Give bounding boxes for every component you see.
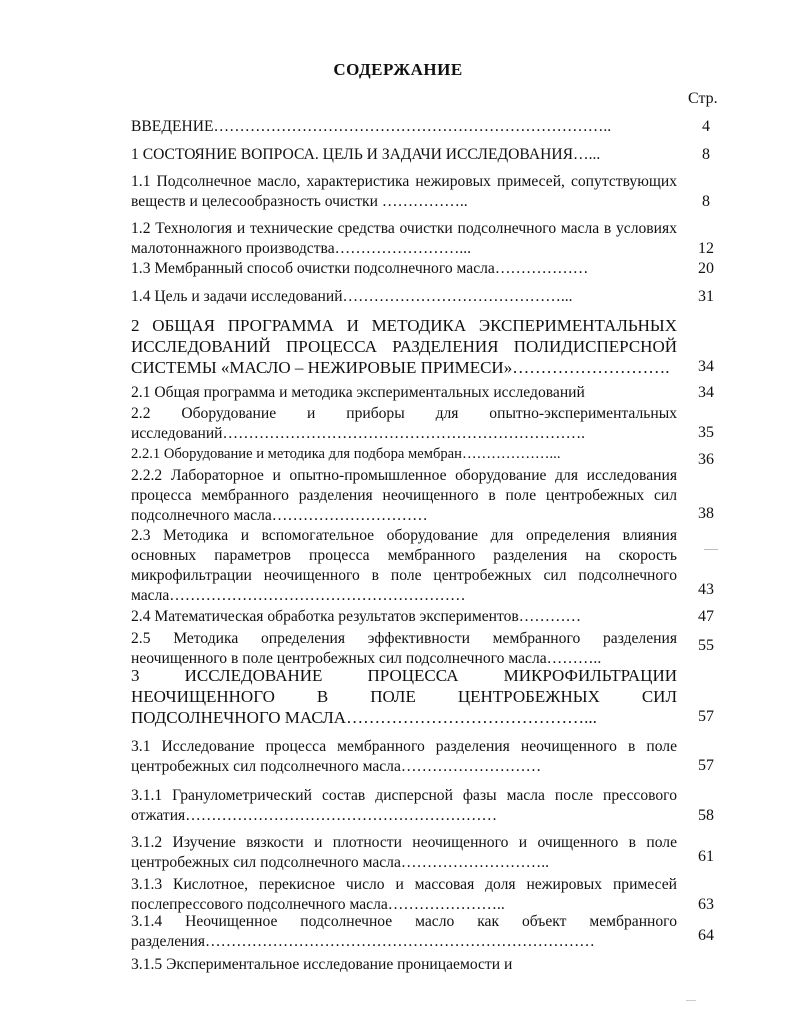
toc-page-ch3: 57 [698,708,714,725]
toc-entry-intro: ВВЕДЕНИЕ………………………………………………………………….. [131,118,612,135]
toc-entry-1-4: 1.4 Цель и задачи исследований……………………………………... [131,288,573,305]
toc-entry-1-1: 1.1 Подсолнечное масло, характеристика нежировых примесей, сопутствующих веществ и целесообразность очистки …………….. [131,173,677,210]
toc-entry-2-1: 2.1 Общая программа и методика экспериментальных исследований [131,384,585,401]
toc-entry-2-2-1: 2.2.1 Оборудование и методика для подбора мембран………………... [131,446,561,462]
toc-page-2-1: 34 [698,384,714,401]
toc-entry-2-4: 2.4 Математическая обработка результатов экспериментов………… [131,608,582,625]
toc-page-2-3: 43 [698,581,714,598]
toc-entry-1-3: 1.3 Мембранный способ очистки подсолнечного масла……………… [131,260,589,277]
toc-entry-2-3: 2.3 Методика и вспомогательное оборудование для определения влияния основных параметров процесса мембранного разделения на скорость микрофильтрации неочищенного в поле центробежных сил подсолнечного масла………………………………………………… [131,527,677,604]
toc-entry-3-1-5: 3.1.5 Экспериментальное исследование проницаемости и [131,956,513,973]
toc-page-ch1: 8 [702,146,710,163]
toc-entry-3-1-3: 3.1.3 Кислотное, перекисное число и массовая доля нежировых примесей послепрессового подсолнечного масла………………….. [131,876,677,913]
toc-page-3-1-4: 64 [698,927,714,944]
toc-entry-ch2: 2 ОБЩАЯ ПРОГРАММА И МЕТОДИКА ЭКСПЕРИМЕНТАЛЬНЫХ ИССЛЕДОВАНИЙ ПРОЦЕССА РАЗДЕЛЕНИЯ ПОЛИДИСПЕРСНОЙ СИСТЕМЫ «МАСЛО – НЕЖИРОВЫЕ ПРИМЕСИ»………………………. [131,316,677,377]
toc-page-1-4: 31 [698,288,714,305]
toc-entry-1-2: 1.2 Технология и технические средства очистки подсолнечного масла в условиях малотоннажного производства……………………... [131,220,677,257]
toc-page-3-1-3: 63 [698,896,714,913]
page-column-header: Стр. [688,90,718,107]
toc-page-1-2: 12 [698,240,714,257]
toc-page-2-4: 47 [698,608,714,625]
toc-page-intro: 4 [702,118,710,135]
toc-entry-2-5: 2.5 Методика определения эффективности мембранного разделения неочищенного в поле центробежных сил подсолнечного масла……….. [131,630,677,667]
toc-page-1-3: 20 [698,260,714,277]
toc-page-3-1-1: 58 [698,807,714,824]
toc-entry-3-1-4: 3.1.4 Неочищенное подсолнечное масло как объект мембранного разделения………………………………………………………………… [131,913,677,950]
toc-entry-2-2-2: 2.2.2 Лабораторное и опытно-промышленное оборудование для исследования процесса мембранного разделения неочищенного в поле центробежных сил подсолнечного масла………………………… [131,467,677,524]
toc-page-2-5: 55 [698,637,714,654]
toc-page-3-1-2: 61 [698,848,714,865]
toc-entry-ch1: 1 СОСТОЯНИЕ ВОПРОСА. ЦЕЛЬ И ЗАДАЧИ ИССЛЕДОВАНИЯ…... [131,146,601,163]
toc-page-1-1: 8 [702,193,710,210]
toc-page-2-2: 35 [698,424,714,441]
toc-entry-3-1: 3.1 Исследование процесса мембранного разделения неочищенного в поле центробежных сил подсолнечного масла……………………… [131,738,677,775]
toc-page-3-1: 57 [698,757,714,774]
toc-entry-ch3: 3 ИССЛЕДОВАНИЕ ПРОЦЕССА МИКРОФИЛЬТРАЦИИ НЕОЧИЩЕННОГО В ПОЛЕ ЦЕНТРОБЕЖНЫХ СИЛ ПОДСОЛНЕЧНОГО МАСЛА……………………………………... [131,666,677,727]
toc-entry-3-1-1: 3.1.1 Гранулометрический состав дисперсной фазы масла после прессового отжатия…………………………………………………… [131,787,677,824]
scan-artifact-line [704,549,718,550]
scan-artifact-line [686,1000,696,1001]
page-title: СОДЕРЖАНИЕ [333,60,463,79]
toc-page-ch2: 34 [698,358,714,375]
toc-page-2-2-2: 38 [698,505,714,522]
toc-entry-2-2: 2.2 Оборудование и приборы для опытно-экспериментальных исследований……………………………………………………………. [131,405,677,442]
toc-entry-3-1-2: 3.1.2 Изучение вязкости и плотности неочищенного и очищенного в поле центробежных сил подсолнечного масла……………………….. [131,834,677,871]
toc-page-2-2-1: 36 [698,451,714,468]
